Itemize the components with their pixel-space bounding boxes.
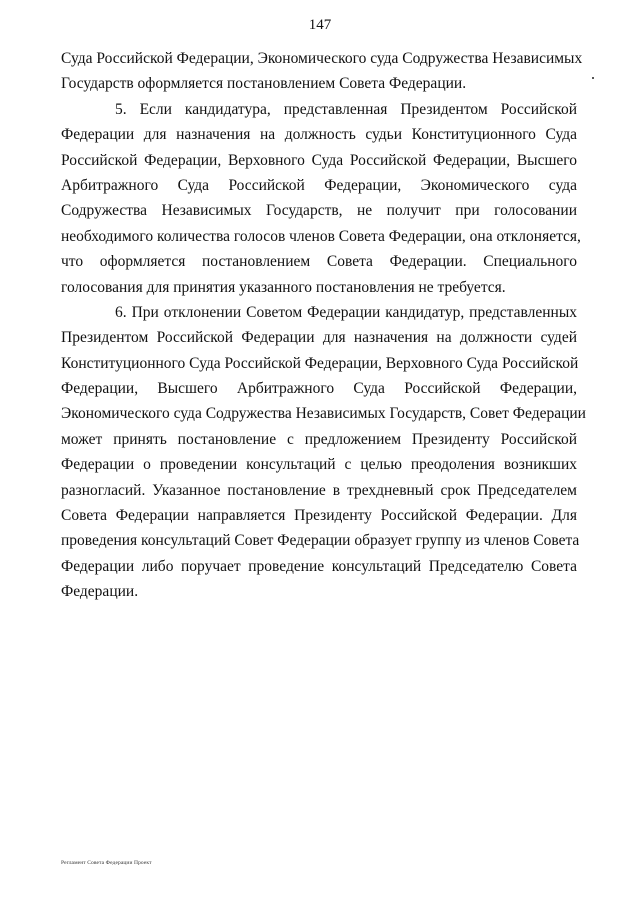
text-line: Экономического суда Содружества Независимых Государств, Совет Федерации	[61, 405, 586, 423]
paragraph-5	[61, 97, 581, 300]
text-line: Федерации для назначения на должность судьи Конституционного Суда	[61, 126, 577, 144]
text-line: 5. Если кандидатура, представленная Президентом Российской	[115, 100, 577, 118]
text-line: 6. При отклонении Советом Федерации кандидатур, представленных	[115, 303, 577, 321]
text-line: Арбитражного Суда Российской Федерации, Экономического суда	[61, 176, 577, 194]
scan-artifact	[592, 77, 594, 79]
text-line: разногласий. Указанное постановление в трехдневный срок Председателем	[61, 481, 577, 499]
page-number: 147	[308, 17, 332, 33]
text-line: Суда Российской Федерации, Экономического суда Содружества Независимых	[61, 50, 583, 67]
text-line: голосования для принятия указанного постановления не требуется.	[61, 278, 506, 296]
text-line: Конституционного Суда Российской Федерации, Верховного Суда Российской	[61, 354, 579, 372]
paragraph-continuation	[61, 46, 583, 97]
text-line: Федерации.	[61, 583, 139, 601]
text-line: проведения консультаций Совет Федерации образует группу из членов Совета	[61, 532, 580, 550]
paragraph-6	[61, 300, 586, 605]
text-line: Государств оформляется постановлением Совета Федерации.	[61, 75, 467, 93]
text-line: Содружества Независимых Государств, не получит при голосовании	[61, 202, 577, 220]
text-line: может принять постановление с предложением Президенту Российской	[61, 430, 577, 448]
document-body	[61, 46, 586, 605]
text-line: Совета Федерации направляется Президенту Российской Федерации. Для	[61, 507, 577, 525]
text-line: Федерации, Высшего Арбитражного Суда Российской Федерации,	[61, 380, 577, 398]
text-line: Федерации о проведении консультаций с целью преодоления возникших	[61, 456, 577, 474]
footer-note: Регламент Совета Федерации Проект	[61, 860, 152, 866]
text-line: необходимого количества голосов членов Совета Федерации, она отклоняется,	[61, 227, 581, 245]
text-line: Российской Федерации, Верховного Суда Российской Федерации, Высшего	[61, 151, 577, 169]
text-line: Президентом Российской Федерации для назначения на должности судей	[61, 329, 577, 347]
text-line: что оформляется постановлением Совета Федерации. Специального	[61, 253, 577, 271]
text-line: Федерации либо поручает проведение консультаций Председателю Совета	[61, 557, 577, 575]
